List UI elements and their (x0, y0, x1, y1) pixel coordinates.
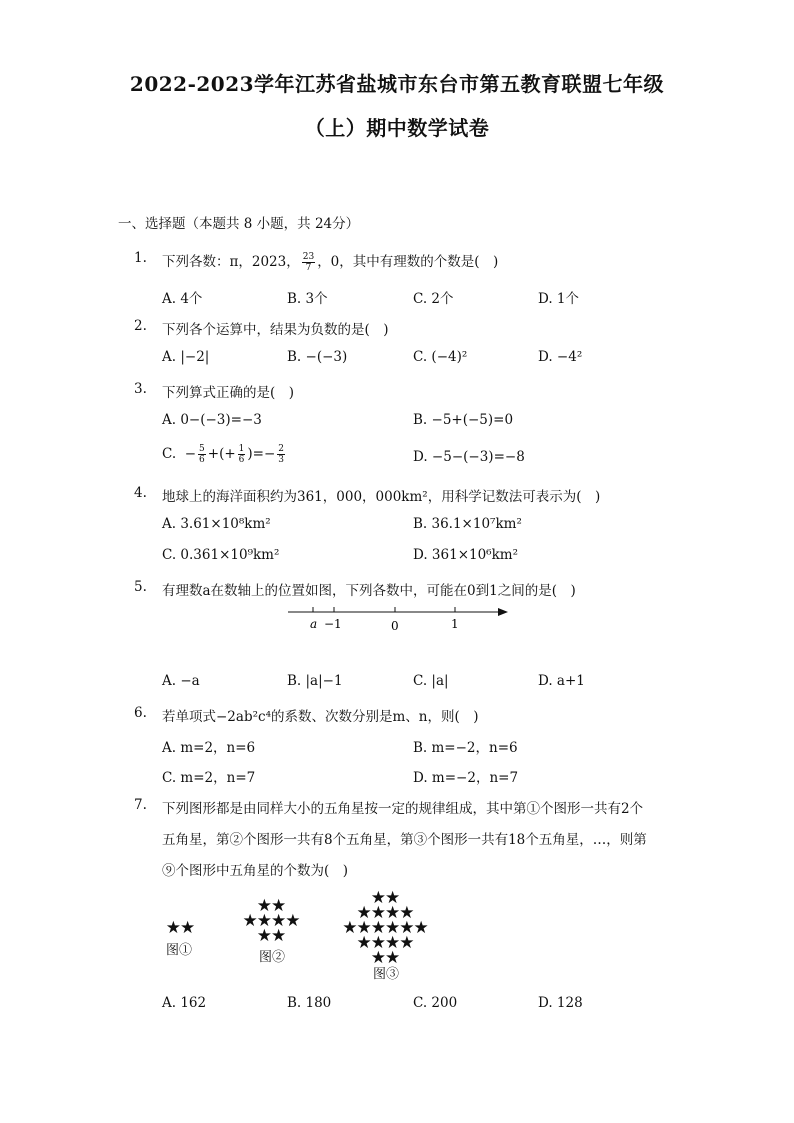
option-d: D. a+1 (538, 673, 585, 689)
option-a: A. 162 (162, 995, 207, 1011)
question-text: 下列各个运算中，结果为负数的是( ) (162, 322, 389, 338)
option-c: C. m=2，n=7 (162, 770, 256, 786)
question-text (162, 250, 498, 273)
option-c: C. 200 (413, 995, 458, 1011)
fraction (198, 444, 206, 465)
option-b: B. 180 (287, 995, 332, 1011)
option-c: C. − $\frac{5}{6}$ +(+ $\frac{1}{6}$ )=− $\frac{2}{3}$ (162, 444, 285, 465)
fraction-numerator: 23 (302, 252, 315, 262)
page-title-line1: 2022-2023学年江苏省盐城市东台市第五教育联盟七年级 (129, 72, 665, 96)
fraction-numerator: 2 (278, 444, 285, 454)
question-number: 4. (134, 485, 147, 501)
question-number: 6. (134, 705, 147, 721)
option-a: A. 4个 (162, 291, 203, 307)
question-text-pre: 下列各数：π，2023， (162, 254, 300, 270)
fraction-denominator: 3 (278, 455, 285, 465)
question-number: 1. (134, 250, 147, 266)
option-b: B. |a|−1 (287, 673, 343, 689)
fraction-denominator: 7 (305, 263, 312, 273)
option-a: A. −a (162, 673, 200, 689)
figure-label-2: 图② (259, 950, 286, 965)
option-d: D. −4² (538, 349, 583, 365)
question-text: 若单项式−2ab²c⁴的系数、次数分别是m、n，则( ) (162, 709, 479, 725)
option-a: A. 0−(−3)=−3 (162, 412, 262, 428)
question-number: 5. (134, 579, 147, 595)
option-a: A. m=2，n=6 (162, 740, 256, 756)
option-b: B. m=−2，n=6 (413, 740, 518, 756)
option-a: A. |−2| (162, 349, 210, 365)
question-text-line3: ⑨个图形中五角星的个数为( ) (162, 863, 349, 879)
star-figure-3: ★★ ★★★★ ★★★★★★ ★★★★ ★★ (342, 888, 428, 968)
number-line-figure (286, 600, 516, 640)
section-heading: 一、选择题（本题共 8 小题，共 24分） (118, 216, 360, 232)
page-title-line2: （上）期中数学试卷 (304, 116, 490, 140)
option-c: C. (−4)² (413, 349, 468, 365)
option-b: B. −5+(−5)=0 (413, 412, 514, 428)
question-text-post: ，0，其中有理数的个数是( ) (317, 254, 499, 270)
question-text: 有理数a在数轴上的位置如图，下列各数中，可能在0到1之间的是( ) (162, 583, 576, 599)
option-d: D. m=−2，n=7 (413, 770, 519, 786)
question-number: 2. (134, 318, 147, 334)
option-c: C. 0.361×10⁹km² (162, 547, 280, 563)
option-b: B. 36.1×10⁷km² (413, 516, 522, 532)
fraction (302, 252, 315, 273)
option-b: B. 3个 (287, 291, 328, 307)
option-d: D. −5−(−3)=−8 (413, 449, 525, 465)
star-figure-2: ★★ ★★★★ ★★ (242, 896, 300, 946)
question-number: 3. (134, 381, 147, 397)
fraction-denominator: 6 (238, 455, 245, 465)
fraction-denominator: 6 (199, 455, 205, 465)
tick-label-0: 0 (391, 619, 399, 633)
star-figure-1: ★★ (165, 918, 195, 938)
question-text: 下列算式正确的是( ) (162, 385, 295, 401)
tick-label-neg1: −1 (324, 617, 342, 631)
question-text: 地球上的海洋面积约为361，000，000km²，用科学记数法可表示为( ) (162, 489, 601, 505)
option-c: C. 2个 (413, 291, 454, 307)
fraction-numerator: 1 (238, 444, 245, 454)
fraction (277, 444, 285, 465)
option-d: D. 1个 (538, 291, 580, 307)
figure-label-1: 图① (166, 943, 193, 958)
option-a: A. 3.61×10⁸km² (162, 516, 271, 532)
option-label: C. (162, 446, 177, 462)
question-number: 7. (134, 797, 147, 813)
option-d: D. 361×10⁶km² (413, 547, 518, 563)
fraction-numerator: 5 (199, 444, 205, 454)
figure-label-3: 图③ (373, 967, 400, 982)
option-b: B. −(−3) (287, 349, 348, 365)
option-c: C. |a| (413, 673, 449, 689)
question-text-line2: 五角星，第②个图形一共有8个五角星，第③个图形一共有18个五角星，…，则第 (162, 832, 647, 848)
arrow-icon (498, 608, 508, 616)
option-d: D. 128 (538, 995, 583, 1011)
tick-label-1: 1 (451, 617, 459, 631)
tick-label-a: a (310, 617, 318, 631)
question-text-line1: 下列图形都是由同样大小的五角星按一定的规律组成，其中第①个图形一共有2个 (162, 801, 644, 817)
fraction (238, 444, 246, 465)
